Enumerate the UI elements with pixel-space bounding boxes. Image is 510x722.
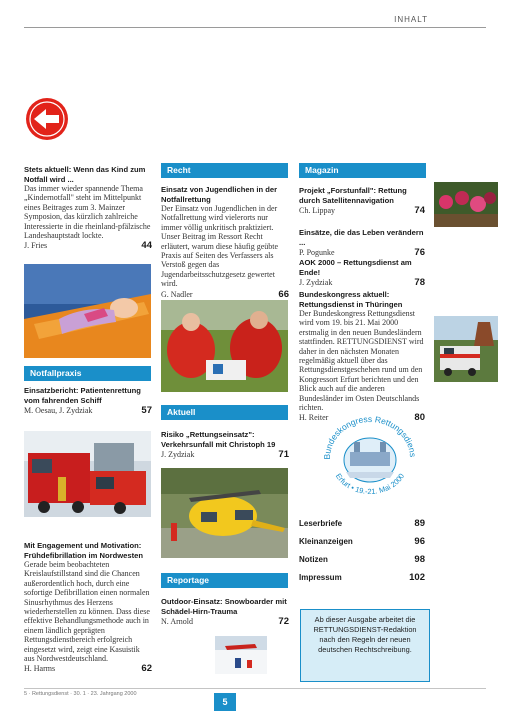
- photo-ambulance: [434, 316, 498, 382]
- article-author: H. Harms: [24, 664, 56, 674]
- article-title: Risiko „Rettungseinsatz": Verkehrsunfall mit Christoph 19: [161, 430, 276, 449]
- page-number: 62: [141, 663, 152, 675]
- section-bar-aktuell: Aktuell: [161, 405, 288, 420]
- article-author: Ch. Lippay: [299, 206, 335, 215]
- footer-text: 5 · Rettungsdienst · 30. 1 · 23. Jahrgang 2000: [24, 691, 137, 697]
- article-kindernotfall[interactable]: [24, 165, 152, 251]
- page-number-badge: 5: [214, 693, 236, 711]
- article-author: P. Pogunke: [299, 248, 335, 257]
- seal-bottom-text: Erfurt • 19.-21. Mai 2000: [333, 471, 407, 497]
- article-text: Das immer wieder spannende Thema „Kindernotfall" steht im Mittelpunkt eines Beitrages zum 3. Mainzer Symposion, das kürzlich zahlreiche Interessierte in die rheinland-pfälzische Landeshauptstadt lockte.: [24, 184, 151, 241]
- photo-fire-truck: [24, 431, 151, 517]
- article-author: N. Arnold: [161, 617, 193, 626]
- article-author: J. Zydziak: [299, 278, 333, 287]
- index-item-kleinanzeigen[interactable]: Kleinanzeigen 96: [299, 536, 425, 547]
- photo-helicopter-accident: [161, 468, 288, 558]
- section-bar-magazin: Magazin: [299, 163, 426, 178]
- article-author: G. Nadler: [161, 289, 193, 299]
- article-title: Projekt „Forstunfall": Rettung durch Satellitennavigation: [299, 186, 407, 205]
- article-title: Mit Engagement und Motivation: Frühdefibrillation im Nordwesten: [24, 541, 143, 560]
- article-title: Stets aktuell: Wenn das Kind zum Notfall wird ...: [24, 165, 146, 184]
- header-rule: [24, 27, 486, 28]
- article-jugendliche[interactable]: [161, 185, 289, 300]
- article-snowboarder[interactable]: [161, 597, 289, 627]
- article-schiff[interactable]: [24, 386, 152, 416]
- article-text: Gerade beim beobachteten Kreislaufstillstand sind die Chancen außerordentlich hoch, durch eine sofortige Defibrillation einen normalen Sinusrhythmus des Herzens wiederherstellen zu können. Dass diese effektive Behandlungsmethode auch in einem ländlich geprägten Rettungsdienstbereich erfolgreich eingesetzt wird, zeigt eine Kasuistik aus Nordwestdeutschland.: [24, 560, 150, 664]
- article-author: M. Oesau, J. Zydziak: [24, 406, 93, 415]
- magazin-item-einsaetze[interactable]: [299, 228, 425, 258]
- article-title: Einsatz von Jugendlichen in der Notfallrettung: [161, 185, 278, 204]
- article-author: H. Reiter: [299, 413, 329, 423]
- kongress-seal-logo: [316, 412, 424, 498]
- article-author: J. Zydziak: [161, 450, 195, 459]
- page-number: 76: [414, 247, 425, 258]
- photo-group: [434, 182, 498, 227]
- article-christoph19[interactable]: [161, 430, 289, 460]
- page-number: 72: [278, 616, 289, 627]
- photo-child-stretcher: [24, 264, 151, 358]
- section-bar-notfallpraxis: Notfallpraxis: [24, 366, 151, 381]
- page-number: 66: [278, 288, 289, 300]
- page-number: 71: [278, 449, 289, 460]
- article-text: Der Einsatz von Jugendlichen in der Notfallrettung wird vielerorts nur immer völlig unkritisch praktiziert. Unser Beitrag im Ressort Recht erläutert, warum diese häufig geübte Praxis auf Seiten des Verfassers als Verstoß gegen das Jugendarbeitsschutzgesetz gewertet wird.: [161, 204, 279, 289]
- index-item-impressum[interactable]: Impressum 102: [299, 572, 425, 583]
- article-bundeskongress[interactable]: [299, 290, 425, 423]
- page-number: 57: [141, 405, 152, 416]
- article-defibrillation[interactable]: [24, 541, 152, 674]
- photo-snow-rescue: [215, 636, 267, 674]
- article-title: Outdoor-Einsatz: Snowboarder mit Schädel-Hirn-Trauma: [161, 597, 287, 616]
- magazin-item-aok[interactable]: [299, 258, 425, 288]
- index-list: [299, 518, 425, 583]
- footer-rule: [24, 688, 486, 689]
- page-number: 78: [414, 277, 425, 288]
- article-author: J. Fries: [24, 241, 48, 251]
- article-text: Der Bundeskongress Rettungsdienst wird vom 19. bis 21. Mai 2000 erstmalig in den neuen Bundesländern stattfinden. RETTUNGSDIENST wird daher in den nächsten Monaten regelmäßig aktuell über das Rettungsdienstgeschehen rund um den Kongressort Erfurt berichten und den Blick auch auf die anderen Bundesländer im Osten Deutschlands richten.: [299, 309, 424, 413]
- page-number: 44: [141, 240, 152, 252]
- page-number: 80: [414, 412, 425, 424]
- article-title: Einsätze, die das Leben verändern ...: [299, 228, 424, 247]
- magazin-item-forstunfall[interactable]: [299, 186, 425, 216]
- article-title: Einsatzbericht: Patientenrettung vom fahrenden Schiff: [24, 386, 141, 405]
- spelling-reform-note: Ab dieser Ausgabe arbeitet die RETTUNGSDIENST-Redaktion nach den Regeln der neuen deutschen Rechtschreibung.: [300, 609, 430, 682]
- index-item-notizen[interactable]: Notizen 98: [299, 554, 425, 565]
- photo-paramedics: [161, 300, 288, 392]
- section-bar-reportage: Reportage: [161, 573, 288, 588]
- seal-top-text: Bundeskongress Rettungsdiens: [321, 413, 419, 460]
- page-number: 74: [414, 205, 425, 216]
- article-title: Bundeskongress aktuell: Rettungsdienst in Thüringen: [299, 290, 403, 309]
- left-arrow-icon[interactable]: [25, 97, 69, 141]
- section-bar-recht: Recht: [161, 163, 288, 178]
- section-header: INHALT: [394, 15, 428, 24]
- index-item-leserbriefe[interactable]: Leserbriefe 89: [299, 518, 425, 529]
- article-title: AOK 2000 – Rettungsdienst am Ende!: [299, 258, 412, 277]
